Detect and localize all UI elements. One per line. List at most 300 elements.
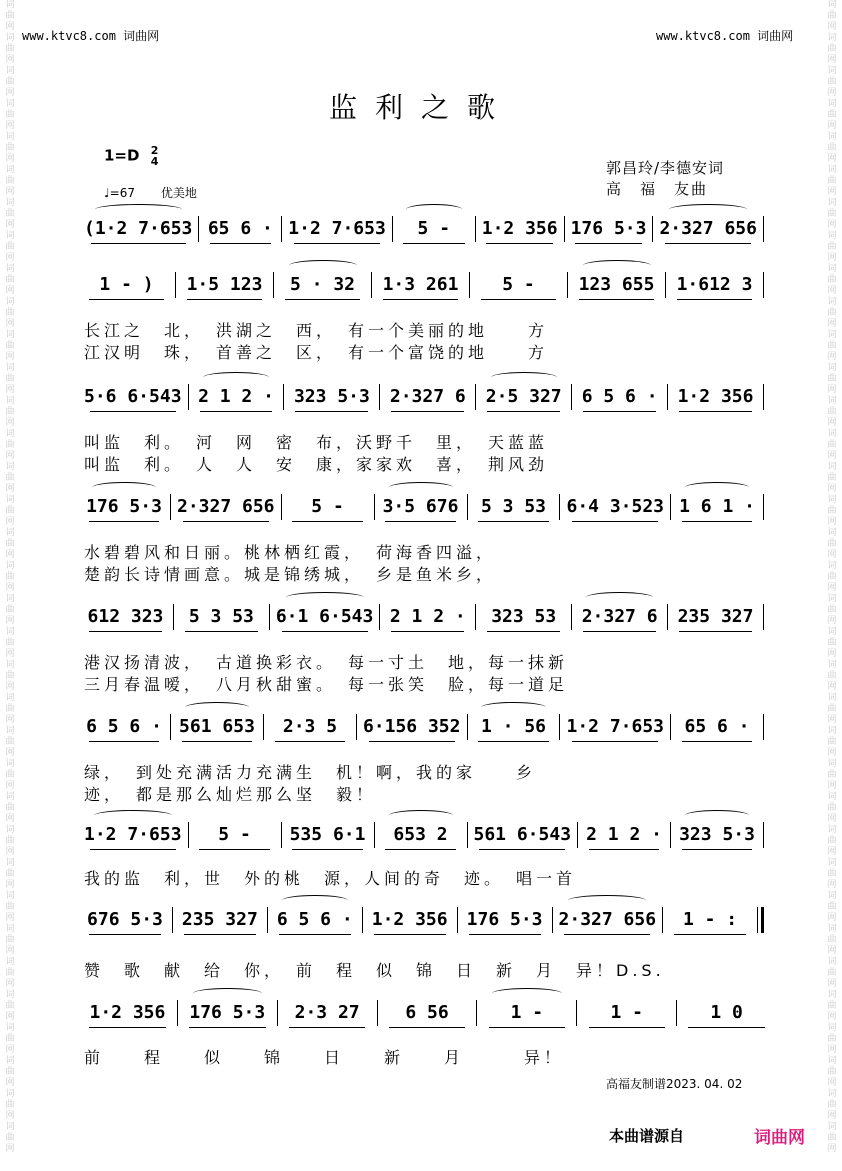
- measure: [276, 602, 374, 632]
- slur-mark: [669, 204, 747, 215]
- barline: [559, 494, 560, 520]
- beam-underline: [572, 521, 658, 522]
- measure-notes: 1·2 7·653: [84, 824, 182, 845]
- expression-mark: 优美地: [160, 186, 197, 200]
- lyric-line: 迹， 都是那么灿烂那么坚 毅！: [84, 785, 377, 804]
- barline: [662, 907, 663, 933]
- measure-notes: 1·2 356: [371, 909, 448, 930]
- measure-notes: 1 -: [610, 1002, 643, 1023]
- beam-underline: [579, 299, 654, 300]
- barline: [676, 1000, 677, 1026]
- beam-underline: [369, 741, 455, 742]
- barline: [371, 272, 372, 298]
- slur-mark: [491, 372, 557, 383]
- measure: [195, 820, 275, 850]
- measure: [84, 492, 164, 522]
- beam-underline: [285, 299, 360, 300]
- staff-line: [84, 712, 770, 742]
- lyric-line: 赞 歌 献 给 你， 前 程 似 锦 日 新 月 异！D.S.: [84, 961, 665, 980]
- measure: [386, 602, 469, 632]
- barline: [567, 272, 568, 298]
- beam-underline: [391, 631, 464, 632]
- barline: [170, 714, 171, 740]
- measure-notes: 2·327 656: [558, 909, 657, 930]
- measure: [583, 998, 670, 1028]
- measure: [381, 492, 461, 522]
- measure-notes: 3·5 676: [382, 496, 459, 517]
- staff-notes: [84, 820, 770, 850]
- beam-underline: [294, 243, 380, 244]
- composer-credit: 高 福 友曲: [606, 180, 709, 198]
- slur-mark: [389, 810, 453, 821]
- lyric-line: 长江之 北， 洪湖之 西， 有一个美丽的地 方: [84, 321, 549, 340]
- barline: [198, 216, 199, 242]
- slur-mark: [203, 372, 269, 383]
- beam-underline: [481, 299, 556, 300]
- measure: [369, 905, 451, 935]
- lyric-line: 港汉扬清波， 古道换彩衣。 每一寸土 地，每一抹新: [84, 653, 569, 672]
- beam-underline: [90, 411, 176, 412]
- beam-underline: [89, 934, 161, 935]
- measure-notes: 65 6 ·: [684, 716, 750, 737]
- measure: [574, 270, 659, 300]
- measure-notes: 612 323: [87, 606, 164, 627]
- beam-underline: [679, 631, 752, 632]
- lyric-line: 叫监 利。 河 网 密 布，沃野千 里， 天蓝蓝: [84, 433, 549, 452]
- beam-underline: [486, 243, 553, 244]
- slur-mark: [95, 204, 182, 215]
- barline: [667, 604, 668, 630]
- measure-notes: 5 -: [218, 824, 251, 845]
- measure-notes: 323 53: [491, 606, 557, 627]
- slur-mark: [685, 810, 749, 821]
- measure-notes: 1·2 356: [481, 218, 558, 239]
- measure: [84, 712, 164, 742]
- beam-underline: [289, 1027, 365, 1028]
- measure: [381, 820, 461, 850]
- barline: [763, 714, 764, 740]
- measure-notes: 2·3 5: [282, 716, 338, 737]
- measure: [399, 214, 469, 244]
- barline: [188, 822, 189, 848]
- slur-mark: [286, 592, 364, 603]
- measure-notes: 323 5·3: [679, 824, 755, 845]
- barline: [652, 216, 653, 242]
- beam-underline: [385, 849, 455, 850]
- measure-notes: 5 3 53: [480, 496, 546, 517]
- slur-mark: [289, 260, 357, 271]
- barline: [377, 1000, 378, 1026]
- slur-mark: [406, 204, 462, 215]
- measure-notes: 1 0: [710, 1002, 743, 1023]
- measure: [84, 602, 167, 632]
- measure: [290, 382, 373, 412]
- barline: [379, 604, 380, 630]
- slur-mark: [481, 702, 545, 713]
- barline: [475, 216, 476, 242]
- staff-notes: [84, 602, 770, 632]
- beam-underline: [665, 243, 751, 244]
- measure: [566, 492, 664, 522]
- barline: [269, 604, 270, 630]
- measure: [180, 602, 263, 632]
- lyric-line: 三月春温嗳， 八月秋甜蜜。 每一张笑 脸，每一道足: [84, 675, 569, 694]
- time-signature: 2 4: [150, 144, 159, 168]
- measure-notes: 653 2: [393, 824, 448, 845]
- song-title: 监利之歌: [328, 91, 513, 124]
- side-watermark-right: 词曲网词曲网词曲网词曲网词曲网词曲网词曲网词曲网词曲网词曲网词曲网词曲网词曲网词曲网词曲网词曲网词曲网词曲网词曲网词曲网词曲网词曲网词曲网词曲网词曲网词曲网词曲网词曲网词曲网词曲网词曲网词曲网词曲网词曲网词曲网: [827, 0, 837, 1154]
- beam-underline: [679, 411, 752, 412]
- measure-notes: 561 6·543: [473, 824, 572, 845]
- barline: [576, 1000, 577, 1026]
- barline: [475, 604, 476, 630]
- beam-underline: [674, 934, 746, 935]
- measure-notes: 5 -: [502, 274, 535, 295]
- source-label: 本曲谱源自: [609, 1127, 685, 1145]
- measure: [280, 270, 365, 300]
- measure-notes: 1 - :: [682, 909, 738, 930]
- lyric-line: 我的监 利，世 外的桃 源，人间的奇 迹。 唱一首: [84, 869, 577, 888]
- measure: [84, 820, 182, 850]
- barline: [667, 384, 668, 410]
- measure: [84, 905, 166, 935]
- barline: [763, 604, 764, 630]
- measure-notes: 1·2 7·653: [288, 218, 386, 239]
- measure: [84, 998, 171, 1028]
- lyric-line: 江汉明 珠， 首善之 区， 有一个富饶的地 方: [84, 343, 549, 362]
- measure: [571, 214, 647, 244]
- measure-notes: 176 5·3: [570, 218, 647, 239]
- barline: [577, 822, 578, 848]
- measure-notes: 535 6·1: [289, 824, 366, 845]
- beam-underline: [383, 299, 458, 300]
- top-watermark-left[interactable]: www.ktvc8.com 词曲网: [22, 29, 160, 43]
- barline: [457, 907, 458, 933]
- tempo-value: ♩=67: [104, 186, 135, 200]
- barline: [670, 494, 671, 520]
- staff-line: [84, 270, 770, 300]
- beam-underline: [682, 741, 752, 742]
- barline: [267, 907, 268, 933]
- beam-underline: [688, 1027, 764, 1028]
- measure-notes: 1 6 1 ·: [679, 496, 755, 517]
- measure-notes: 6·1 6·543: [275, 606, 374, 627]
- beam-underline: [589, 1027, 665, 1028]
- measure-notes: 6 5 6 ·: [276, 909, 353, 930]
- barline: [374, 822, 375, 848]
- staff-notes: [84, 712, 770, 742]
- measure-notes: 235 327: [677, 606, 754, 627]
- measure-notes: 176 5·3: [86, 496, 162, 517]
- slur-mark: [92, 482, 156, 493]
- measure: [84, 214, 192, 244]
- barline: [763, 822, 764, 848]
- measure-notes: 1·5 123: [186, 274, 263, 295]
- key-signature: [104, 145, 158, 167]
- barline: [177, 1000, 178, 1026]
- slur-mark: [282, 895, 348, 906]
- measure-notes: 5 -: [311, 496, 344, 517]
- measure: [578, 382, 661, 412]
- measure-notes: 1·2 356: [677, 386, 754, 407]
- beam-underline: [89, 521, 159, 522]
- staff-line: [84, 382, 770, 412]
- barline: [175, 272, 176, 298]
- source-site-logo[interactable]: 词曲网: [754, 1128, 805, 1148]
- measure-notes: 6 5 6 ·: [86, 716, 162, 737]
- measure: [559, 905, 657, 935]
- tempo-marking: [104, 184, 197, 201]
- beam-underline: [279, 934, 351, 935]
- measure-notes: 1 · 56: [480, 716, 546, 737]
- beam-underline: [589, 849, 659, 850]
- beam-underline: [189, 1027, 265, 1028]
- beam-underline: [89, 1027, 165, 1028]
- staff-line: [84, 905, 770, 935]
- beam-underline: [182, 741, 252, 742]
- measure: [205, 214, 275, 244]
- staff-line: [84, 492, 770, 522]
- measure-notes: 176 5·3: [466, 909, 543, 930]
- beam-underline: [677, 299, 752, 300]
- barline: [763, 384, 764, 410]
- barline: [281, 216, 282, 242]
- lyric-line: 叫监 利。 人 人 安 康，家家欢 喜， 荆风劲: [84, 455, 549, 474]
- measure-notes: 2·327 6: [581, 606, 658, 627]
- staff-notes: [84, 492, 770, 522]
- barline: [273, 272, 274, 298]
- measure: [288, 214, 386, 244]
- barline: [763, 216, 764, 242]
- beam-underline: [374, 934, 446, 935]
- measure: [674, 382, 757, 412]
- measure: [476, 270, 561, 300]
- measure-notes: 6·4 3·523: [566, 496, 665, 517]
- barline: [469, 272, 470, 298]
- slur-mark: [193, 988, 263, 999]
- beam-underline: [292, 521, 362, 522]
- beam-underline: [385, 521, 455, 522]
- measure-notes: 235 327: [181, 909, 258, 930]
- lyric-line: 绿， 到处充满活力充满生 机！啊，我的家 乡: [84, 763, 537, 782]
- barline: [763, 494, 764, 520]
- barline: [665, 272, 666, 298]
- measure: [182, 270, 267, 300]
- measure-notes: 2·327 656: [176, 496, 275, 517]
- staff-line: [84, 214, 770, 244]
- measure: [482, 214, 558, 244]
- measure: [578, 602, 661, 632]
- beam-underline: [292, 849, 362, 850]
- barline: [571, 384, 572, 410]
- measure: [195, 382, 278, 412]
- barline: [277, 1000, 278, 1026]
- beam-underline: [89, 741, 159, 742]
- barline: [392, 216, 393, 242]
- barline: [559, 714, 560, 740]
- measure: [177, 492, 275, 522]
- staff-line: [84, 602, 770, 632]
- beam-underline: [682, 849, 752, 850]
- staff-notes: [84, 214, 770, 244]
- beam-underline: [210, 243, 272, 244]
- measure-notes: 1 - ): [99, 274, 154, 295]
- barline: [173, 604, 174, 630]
- slur-mark: [586, 592, 652, 603]
- measure: [672, 270, 757, 300]
- slur-mark: [685, 482, 749, 493]
- measure-notes: 65 6 ·: [207, 218, 273, 239]
- beam-underline: [583, 631, 656, 632]
- measure-notes: 5 3 53: [188, 606, 254, 627]
- measure: [482, 382, 565, 412]
- beam-underline: [583, 411, 656, 412]
- measure-notes: 6 56: [405, 1002, 449, 1023]
- beam-underline: [89, 299, 164, 300]
- beam-underline: [478, 521, 548, 522]
- beam-underline: [391, 411, 464, 412]
- slur-mark: [568, 895, 646, 906]
- measure-notes: 6·156 352: [362, 716, 461, 737]
- barline: [552, 907, 553, 933]
- measure: [677, 492, 757, 522]
- barline: [263, 714, 264, 740]
- beam-underline: [487, 411, 560, 412]
- measure: [566, 712, 664, 742]
- beam-underline: [469, 934, 541, 935]
- beam-underline: [682, 521, 752, 522]
- barline: [281, 822, 282, 848]
- barline: [188, 384, 189, 410]
- beam-underline: [489, 1027, 565, 1028]
- measure: [674, 602, 757, 632]
- barline: [763, 272, 764, 298]
- beam-underline: [575, 243, 642, 244]
- barline: [467, 822, 468, 848]
- lyricist-credit: 郭昌玲/李德安词: [606, 159, 725, 177]
- barline: [670, 714, 671, 740]
- measure-notes: 2·327 6: [389, 386, 466, 407]
- slur-mark: [389, 482, 453, 493]
- measure: [474, 820, 572, 850]
- measure-notes: 1 -: [510, 1002, 544, 1023]
- measure-notes: 676 5·3: [87, 909, 163, 930]
- measure-notes: 1·2 356: [89, 1002, 166, 1023]
- measure-notes: 561 653: [179, 716, 255, 737]
- beam-underline: [487, 631, 560, 632]
- staff-notes: [84, 382, 770, 412]
- measure: [363, 712, 461, 742]
- staff-notes: [84, 998, 770, 1028]
- beam-underline: [199, 849, 269, 850]
- barline: [476, 1000, 477, 1026]
- measure: [669, 905, 751, 935]
- measure-notes: 1·2 7·653: [566, 716, 665, 737]
- lyric-line: 水碧碧风和日丽。桃林栖红霞， 荷海香四溢，: [84, 543, 497, 562]
- measure-notes: 123 655: [578, 274, 655, 295]
- barline: [467, 714, 468, 740]
- measure: [474, 492, 554, 522]
- measure: [659, 214, 757, 244]
- beam-underline: [185, 631, 258, 632]
- measure: [482, 602, 565, 632]
- measure: [683, 998, 770, 1028]
- beam-underline: [479, 849, 565, 850]
- key-label: 1=D: [104, 146, 140, 165]
- staff-line: [84, 820, 770, 850]
- beam-underline: [89, 631, 162, 632]
- measure-notes: 176 5·3: [189, 1002, 266, 1023]
- measure-notes: 5 · 32: [289, 274, 356, 295]
- top-watermark-right[interactable]: www.ktvc8.com 词曲网: [656, 29, 794, 43]
- beam-underline: [183, 521, 269, 522]
- measure-notes: 323 5·3: [293, 386, 370, 407]
- barline: [670, 822, 671, 848]
- measure: [177, 712, 257, 742]
- measure-notes: 2 1 2 ·: [586, 824, 662, 845]
- measure-notes: (1·2 7·653: [84, 218, 193, 239]
- measure-notes: 1·612 3: [676, 274, 753, 295]
- barline: [281, 494, 282, 520]
- measure-notes: 2 1 2 ·: [389, 606, 466, 627]
- beam-underline: [187, 299, 262, 300]
- staff-notes: [84, 270, 770, 300]
- measure: [378, 270, 463, 300]
- barline: [374, 494, 375, 520]
- beam-underline: [90, 849, 176, 850]
- slur-mark: [492, 988, 562, 999]
- lyric-line: 前 程 似 锦 日 新 月 异！: [84, 1048, 565, 1067]
- measure: [464, 905, 546, 935]
- beam-underline: [91, 243, 186, 244]
- measure: [677, 820, 757, 850]
- measure-notes: 2·3 27: [294, 1002, 360, 1023]
- measure: [184, 998, 271, 1028]
- measure: [584, 820, 664, 850]
- measure-notes: 2·5 327: [485, 386, 562, 407]
- measure-notes: 6 5 6 ·: [581, 386, 658, 407]
- measure: [386, 382, 469, 412]
- measure: [274, 905, 356, 935]
- beam-underline: [564, 934, 650, 935]
- beam-underline: [403, 243, 465, 244]
- barline: [172, 907, 173, 933]
- barline: [379, 384, 380, 410]
- beam-underline: [184, 934, 256, 935]
- barline: [571, 604, 572, 630]
- measure: [270, 712, 350, 742]
- barline: [475, 384, 476, 410]
- measure: [677, 712, 757, 742]
- measure: [284, 998, 371, 1028]
- measure: [179, 905, 261, 935]
- staff-line: [84, 998, 770, 1028]
- side-watermark-left: 词曲网词曲网词曲网词曲网词曲网词曲网词曲网词曲网词曲网词曲网词曲网词曲网词曲网词曲网词曲网词曲网词曲网词曲网词曲网词曲网词曲网词曲网词曲网词曲网词曲网词曲网词曲网词曲网词曲网词曲网词曲网词曲网词曲网词曲网词曲网: [5, 0, 15, 1154]
- measure-notes: 5·6 6·543: [84, 386, 182, 407]
- slur-mark: [185, 702, 249, 713]
- measure: [483, 998, 570, 1028]
- beam-underline: [389, 1027, 465, 1028]
- barline: [356, 714, 357, 740]
- barline: [757, 907, 764, 933]
- measure: [84, 270, 169, 300]
- barline: [564, 216, 565, 242]
- slur-mark: [94, 810, 172, 821]
- beam-underline: [572, 741, 658, 742]
- measure: [474, 712, 554, 742]
- measure-notes: 2·327 656: [659, 218, 757, 239]
- lyric-line: 楚韵长诗情画意。城是锦绣城， 乡是鱼米乡，: [84, 565, 497, 584]
